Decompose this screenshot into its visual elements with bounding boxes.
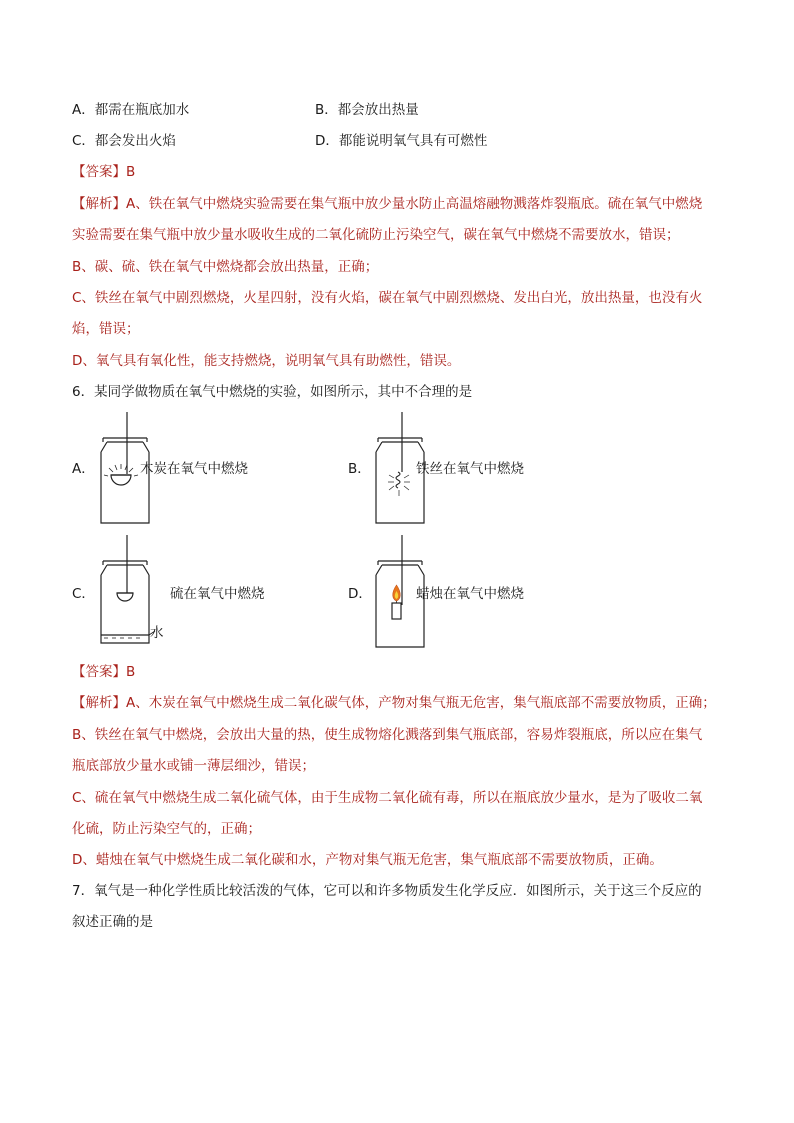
q6-analysis-line-1: 【解析】A、木炭在氧气中燃烧生成二氧化碳气体，产物对集气瓶无危害，集气瓶底部不需要放物质，正确； [72, 695, 716, 711]
q6-answer: 【答案】B [72, 664, 136, 680]
q6-figure-a-letter: A． [72, 461, 95, 477]
q7-stem-line-2: 叙述正确的是 [72, 914, 153, 930]
q6-analysis-line-6: D、蜡烛在氧气中燃烧生成二氧化碳和水，产物对集气瓶无危害，集气瓶底部不需要放物质，正确。 [72, 852, 663, 868]
q5-option-d: D．都能说明氧气具有可燃性 [315, 133, 488, 149]
q6-analysis-line-5: 化硫，防止污染空气的，正确； [72, 821, 261, 837]
q6-analysis-line-3: 瓶底部放少量水或铺一薄层细沙，错误； [72, 758, 315, 774]
q5-analysis-line-6: D、氧气具有氧化性，能支持燃烧，说明氧气具有助燃性，错误。 [72, 353, 461, 369]
q5-answer: 【答案】B [72, 164, 136, 180]
q6-figure-c-water-label: 水 [150, 625, 164, 641]
q6-figure-d-caption: 蜡烛在氧气中燃烧 [416, 586, 524, 602]
q5-analysis-line-4: C、铁丝在氧气中剧烈燃烧，火星四射，没有火焰，碳在氧气中剧烈燃烧、发出白光，放出热量，也没有火 [72, 290, 703, 306]
q5-option-c: C．都会发出火焰 [72, 133, 176, 149]
q6-figure-b-letter: B． [348, 461, 371, 477]
q6-figure-a-caption: 木炭在氧气中燃烧 [140, 461, 248, 477]
q5-analysis-line-5: 焰，错误； [72, 321, 140, 337]
q6-figure-b-caption: 铁丝在氧气中燃烧 [416, 461, 524, 477]
q5-analysis-line-2: 实验需要在集气瓶中放少量水吸收生成的二氧化硫防止污染空气，碳在氧气中燃烧不需要放水，错误； [72, 227, 680, 243]
q6-figure-d-letter: D． [348, 586, 372, 602]
q6-stem: 6．某同学做物质在氧气中燃烧的实验，如图所示，其中不合理的是 [72, 384, 473, 400]
q6-analysis-line-2: B、铁丝在氧气中燃烧，会放出大量的热，使生成物熔化溅落到集气瓶底部，容易炸裂瓶底，所以应在集气 [72, 727, 703, 743]
q5-analysis-line-1: 【解析】A、铁在氧气中燃烧实验需要在集气瓶中放少量水防止高温熔融物溅落炸裂瓶底。硫在氧气中燃烧 [72, 196, 703, 212]
q6-figure-c-letter: C． [72, 586, 95, 602]
q5-option-b: B．都会放出热量 [315, 102, 419, 118]
q5-analysis-line-3: B、碳、硫、铁在氧气中燃烧都会放出热量，正确； [72, 259, 379, 275]
q6-figure-c-caption: 硫在氧气中燃烧 [170, 586, 265, 602]
q5-option-a: A．都需在瓶底加水 [72, 102, 190, 118]
q7-stem-line-1: 7．氧气是一种化学性质比较活泼的气体，它可以和许多物质发生化学反应．如图所示，关于这三个反应的 [72, 883, 702, 899]
q6-analysis-line-4: C、硫在氧气中燃烧生成二氧化硫气体，由于生成物二氧化硫有毒，所以在瓶底放少量水，是为了吸收二氧 [72, 790, 703, 806]
